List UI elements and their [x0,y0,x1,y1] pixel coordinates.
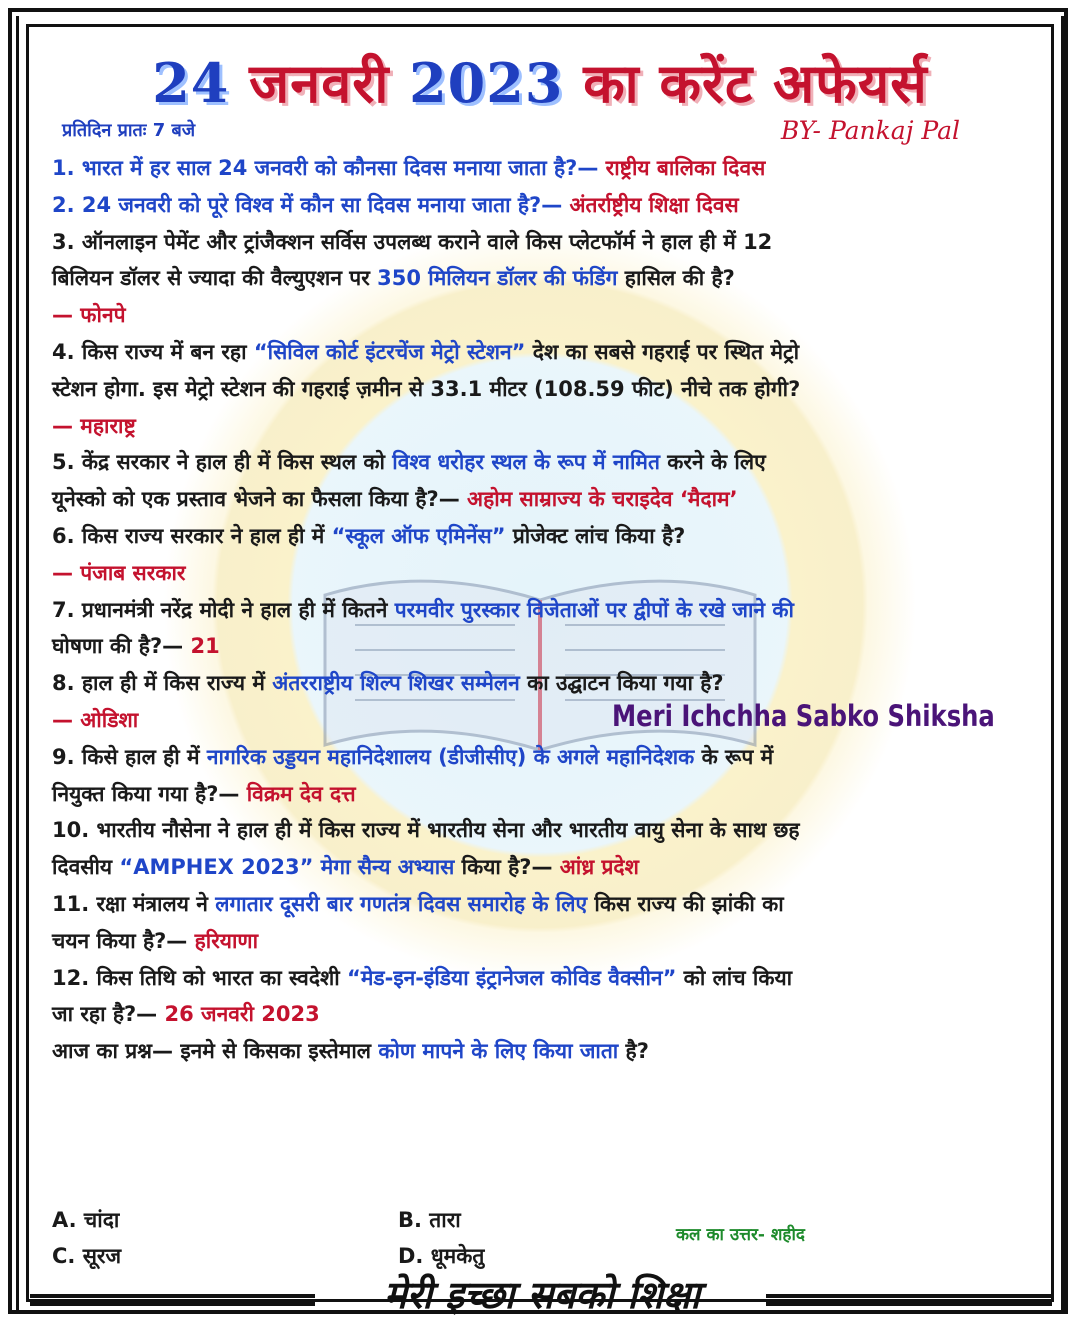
footer-rule-right-2 [766,1302,1052,1306]
footer [0,1268,1080,1322]
page-title: 24 जनवरी 2023 का करेंट अफेयर्स [152,51,928,115]
timing-note: प्रतिदिन प्रातः 7 बजे [62,120,196,141]
option-a: A. चांदा [52,1208,120,1232]
question-3: 3. ऑनलाइन पेमेंट और ट्रांजैक्शन सर्विस उपलब्ध कराने वाले किस प्लेटफॉर्म ने हाल ही में 12 [52,229,773,254]
question-10: 10. भारतीय नौसेना ने हाल ही में किस राज्य में भारतीय सेना और भारतीय वायु सेना के साथ छह [52,818,800,843]
question-9: 9. किसे हाल ही में नागरिक उड्डयन महानिदेशालय (डीजीसीए) के अगले महानिदेशक के रूप में [52,744,774,769]
footer-rule-left [30,1294,315,1298]
option-b: B. तारा [398,1208,461,1232]
answer-4: — महाराष्ट्र [52,413,136,438]
answer-8: — ओडिशा [52,707,139,732]
text-line: यूनेस्को को एक प्रस्ताव भेजने का फैसला किया है?— अहोम साम्राज्य के चराइदेव ‘मैदाम’ [52,487,738,512]
footer-slogan: मेरी इच्छा सबको शिक्षा [383,1272,701,1317]
question-4: 4. किस राज्य में बन रहा “सिविल कोर्ट इंटरचेंज मेट्रो स्टेशन” देश का सबसे गहराई पर स्थित मेट्रो [52,339,800,364]
question-5: 5. केंद्र सरकार ने हाल ही में किस स्थल को विश्व धरोहर स्थल के रूप में नामित करने के लिए [52,450,766,475]
text-line: नियुक्त किया गया है?— विक्रम देव दत्त [52,781,356,806]
question-12: 12. किस तिथि को भारत का स्वदेशी “मेड-इन-इंडिया इंट्रानेजल कोविड वैक्सीन” को लांच किया [52,965,793,990]
text-line: स्टेशन होगा. इस मेट्रो स्टेशन की गहराई ज़मीन से 33.1 मीटर (108.59 फीट) नीचे तक होगी? [52,376,801,401]
question-6: 6. किस राज्य सरकार ने हाल ही में “स्कूल ऑफ एमिनेंस” प्रोजेक्ट लांच किया है? [52,523,686,548]
text-line: चयन किया है?— हरियाणा [52,928,259,953]
question-1: 1. भारत में हर साल 24 जनवरी को कौनसा दिवस मनाया जाता है?— राष्ट्रीय बालिका दिवस [52,156,766,180]
author-credit: BY- Pankaj Pal [780,116,960,145]
footer-rule-left-2 [30,1302,315,1306]
text-line: दिवसीय “AMPHEX 2023” मेगा सैन्य अभ्यास किया है?— आंध्र प्रदेश [52,855,639,880]
question-8: 8. हाल ही में किस राज्य में अंतरराष्ट्रीय शिल्प शिखर सम्मेलन का उद्घाटन किया गया है? [52,671,724,696]
option-c: C. सूरज [52,1244,122,1268]
text-line: घोषणा की है?— 21 [52,634,220,659]
todays-question: आज का प्रश्न— इनमे से किसका इस्तेमाल कोण मापने के लिए किया जाता है? [52,1039,649,1064]
question-list [52,150,1037,1070]
text-line: बिलियन डॉलर से ज्यादा की वैल्युएशन पर 350 मिलियन डॉलर की फंडिंग हासिल की है? [52,266,735,291]
text-line: जा रहा है?— 26 जनवरी 2023 [52,1002,320,1027]
footer-rule-right [766,1294,1052,1298]
option-d: D. धूमकेतु [398,1244,485,1268]
answer-3: — फोनपे [52,303,126,328]
answer-6: — पंजाब सरकार [52,560,186,585]
question-7: 7. प्रधानमंत्री नरेंद्र मोदी ने हाल ही में कितने परमवीर पुरस्कार विजेताओं पर द्वीपों के रखे जाने की [52,597,794,622]
brand-watermark-text: Meri Ichchha Sabko Shiksha [612,699,995,733]
yesterday-answer: कल का उत्तर- शहीद [676,1225,805,1245]
question-11: 11. रक्षा मंत्रालय ने लगातार दूसरी बार गणतंत्र दिवस समारोह के लिए किस राज्य की झांकी का [52,891,784,916]
question-2: 2. 24 जनवरी को पूरे विश्व में कौन सा दिवस मनाया जाता है?— अंतर्राष्ट्रीय शिक्षा दिवस [52,192,739,217]
